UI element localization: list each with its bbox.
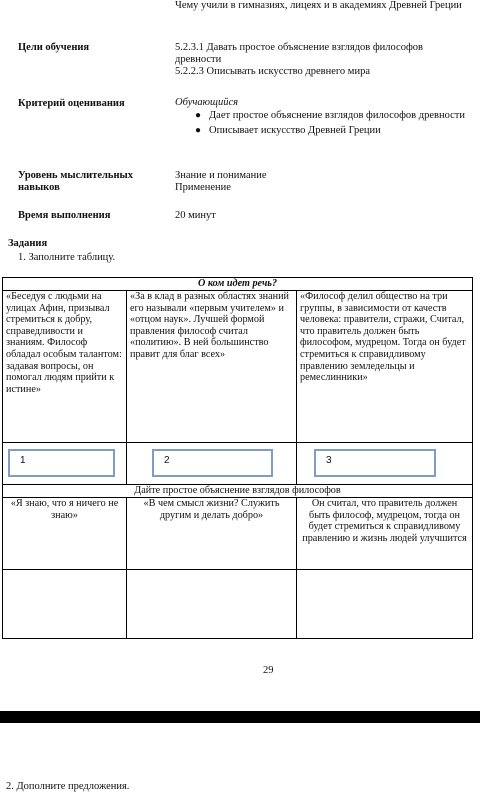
saying-cell: «В чем смысл жизни? Служить другим и делать добро» <box>127 498 297 570</box>
level-label: Уровень мыслительных навыков <box>18 170 133 193</box>
next-task: 2. Дополните предложения. <box>6 781 130 792</box>
table-header-who: О ком идет речь? <box>3 278 473 291</box>
criteria-label: Критерий оценивания <box>18 98 125 109</box>
goals-label: Цели обучения <box>18 42 90 53</box>
level-value <box>175 170 267 194</box>
task-item-1: 1. Заполните таблицу. <box>18 252 116 263</box>
time-label: Время выполнения <box>18 210 111 221</box>
criteria-bullet-text: Дает простое объяснение взглядов философов древности <box>209 110 465 121</box>
header-text: Чему учили в гимназиях, лицеях и в академиях Древней Греции <box>175 0 462 11</box>
empty-cell <box>297 570 473 639</box>
answer-box-2[interactable]: 2 <box>152 449 273 477</box>
bullet-icon: ● <box>195 110 202 121</box>
quote-cell: «Философ делил общество на три группы, в зависимости от качеств человека: правители, стражи, Считал, что правитель должен быть философом, мудрецом. Тогда он будет стремиться к справидливому правлению земледельцы и ремеслинники» <box>297 291 473 443</box>
empty-cell <box>3 570 127 639</box>
criteria-bullet <box>195 125 470 137</box>
goals-value <box>175 42 470 78</box>
quote-cell: «За в клад в разных областях знаний его называли «первым учителем» и «отцом наук». Лучшей формой правления философ считал «политию». В ней большинство правит для благ всех» <box>127 291 297 443</box>
goal-line: 5.2.3.1 Давать простое объяснение взглядов философов древности <box>175 42 423 65</box>
answer-box-3[interactable]: 3 <box>314 449 436 477</box>
level-line: Знание и понимание <box>175 170 267 181</box>
goal-line: 5.2.2.3 Описывать искусство древнего мира <box>175 66 370 77</box>
empty-cell <box>127 570 297 639</box>
answer-box-1[interactable]: 1 <box>8 449 115 477</box>
criteria-value <box>175 97 470 137</box>
level-line: Применение <box>175 182 231 193</box>
criteria-bullet-text: Описывает искусство Древней Греции <box>209 125 381 136</box>
saying-cell: Он считал, что правитель должен быть философ, мудрецом, тогда он будет стремиться к справидливому правлению и жизнь людей улучшится <box>297 498 473 570</box>
saying-cell: «Я знаю, что я ничего не знаю» <box>3 498 127 570</box>
page-number: 29 <box>263 665 274 676</box>
criteria-intro: Обучающийся <box>175 97 239 108</box>
bullet-icon: ● <box>195 125 202 136</box>
table-header-explain: Дайте простое объяснение взглядов философов <box>3 485 473 498</box>
quote-cell: «Беседуя с людьми на улицах Афин, призывал стремиться к добру, справедливости и знаниям. Философ обладал особым талантом: задавая вопросы, он помогал людям прийти к истине» <box>3 291 127 443</box>
page-separator <box>0 711 480 723</box>
tasks-title: Задания <box>8 238 48 249</box>
time-value: 20 минут <box>175 210 216 221</box>
criteria-bullet <box>195 110 470 122</box>
